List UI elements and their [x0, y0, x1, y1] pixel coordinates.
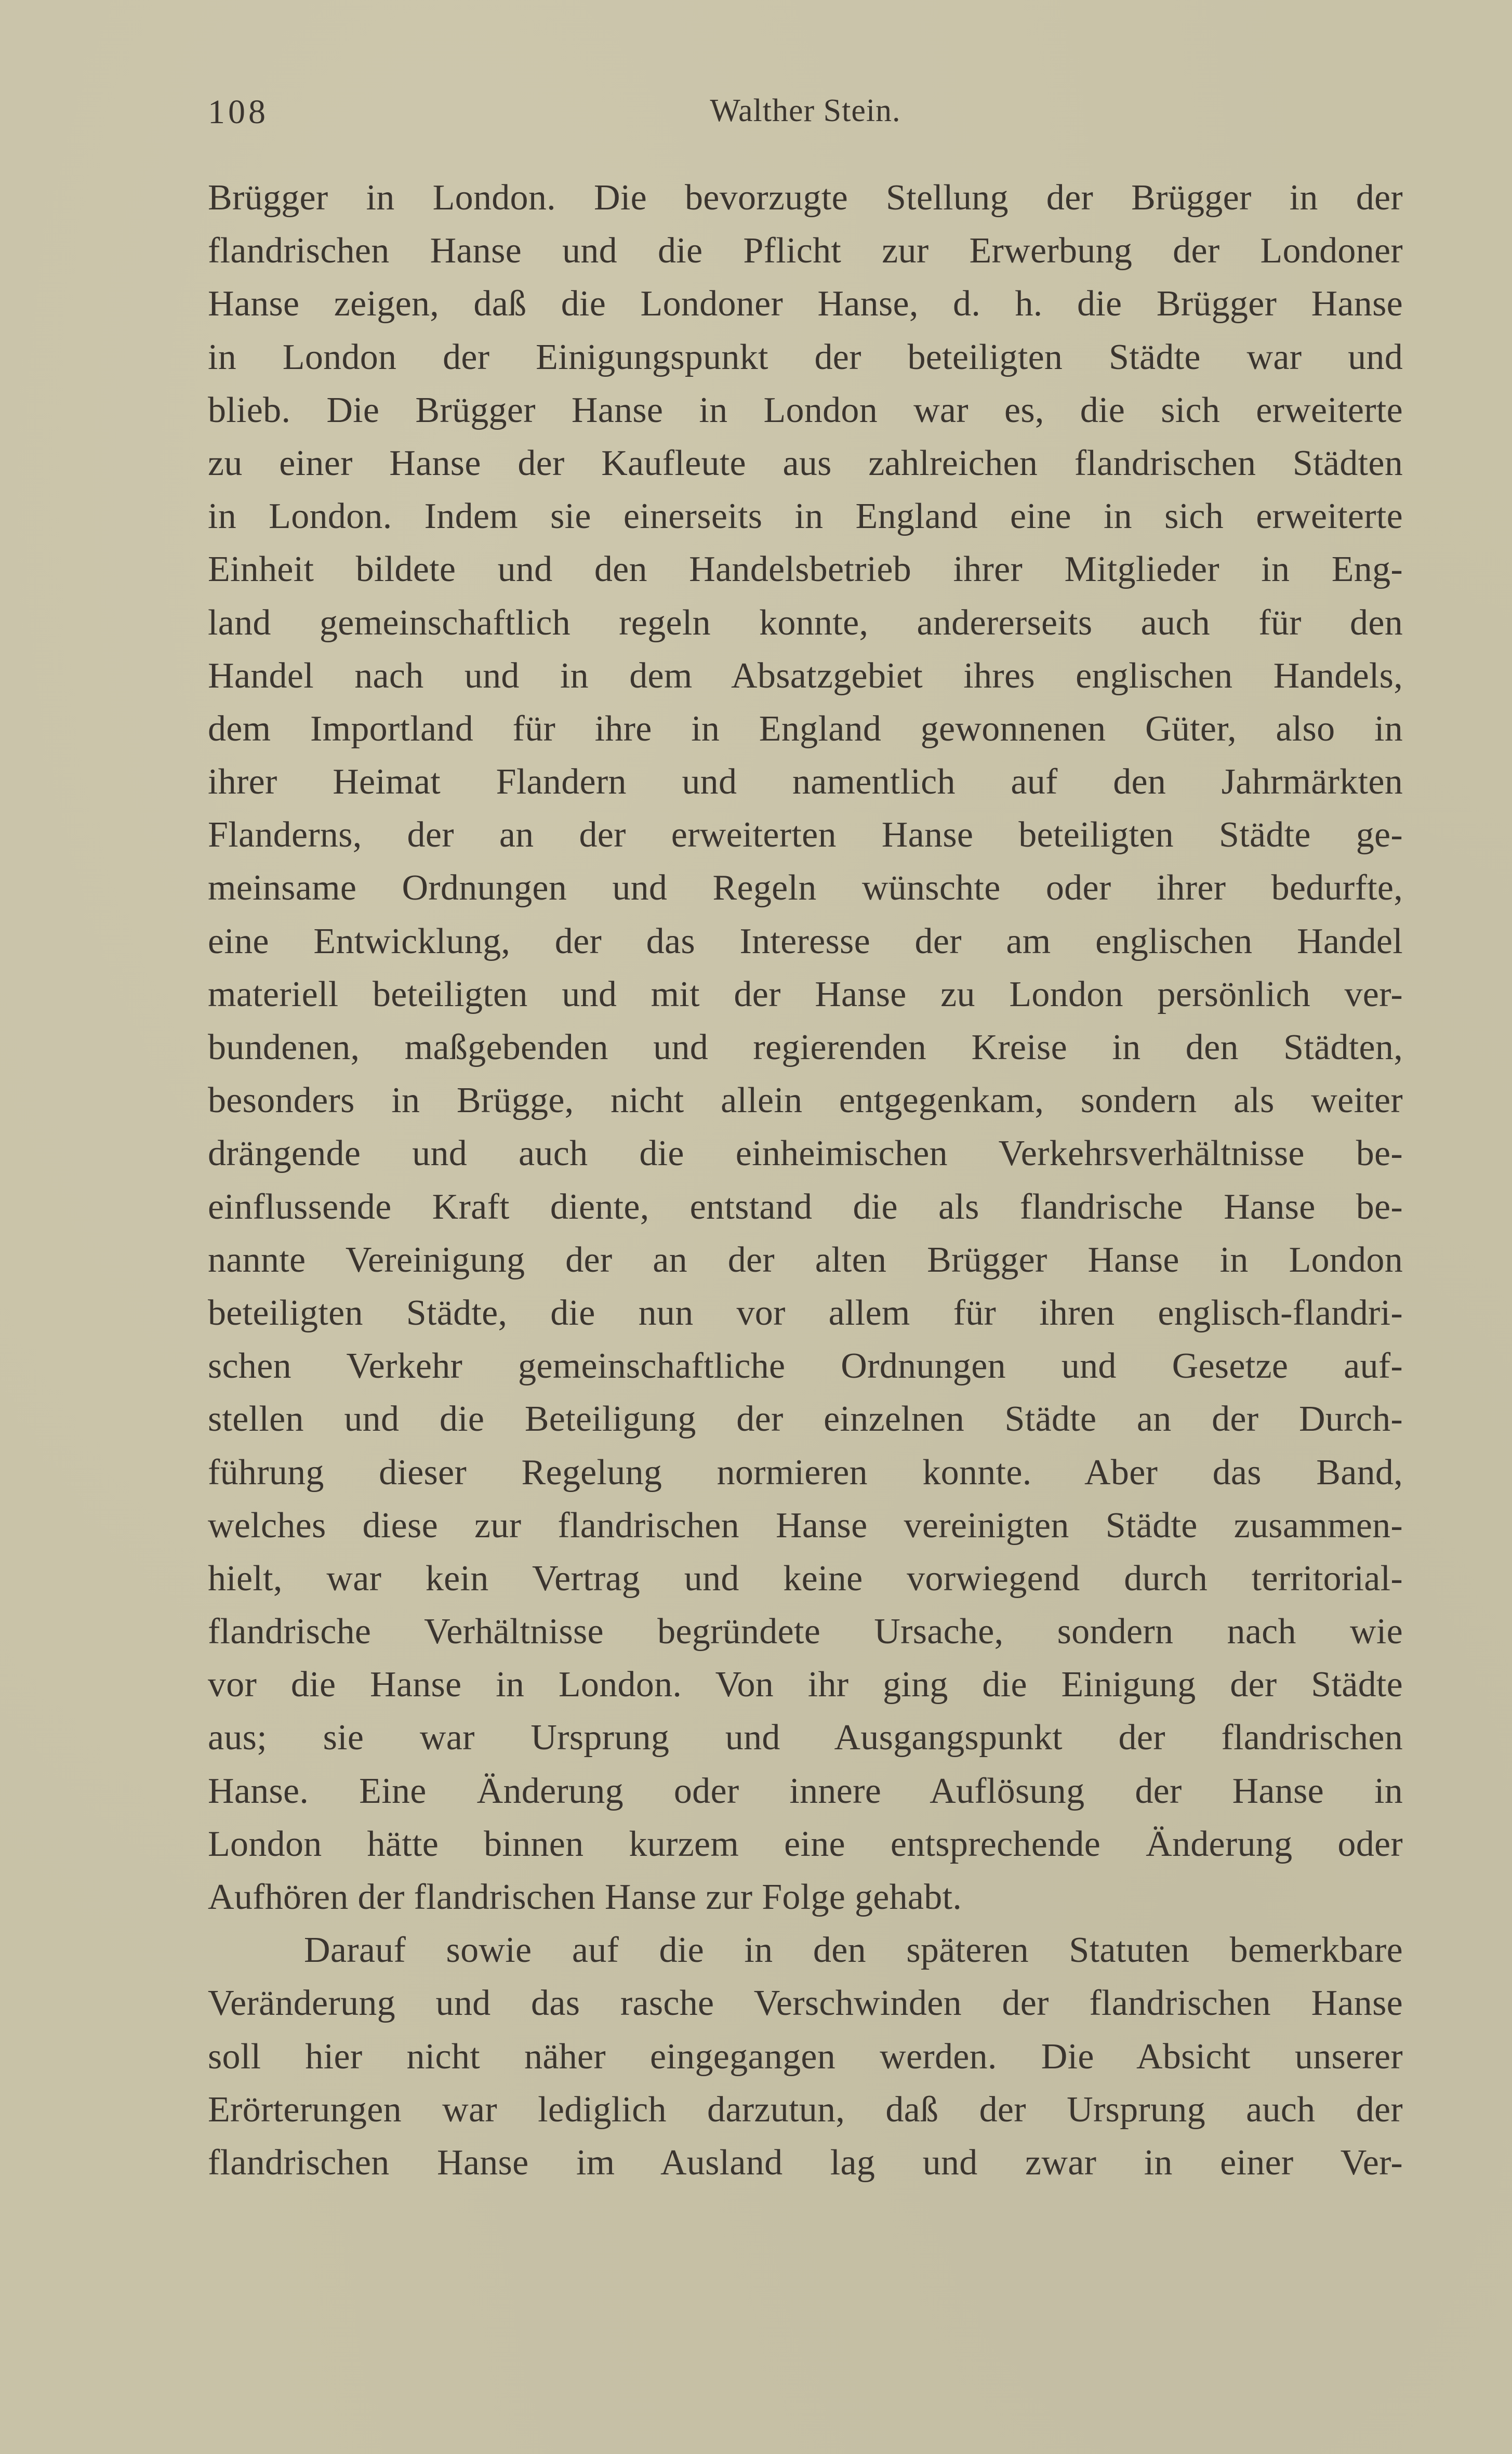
- text-line: bundenen, maßgebenden und regierenden Kreise in den Städten,: [208, 1027, 1403, 1067]
- text-line: führung dieser Regelung normieren konnte. Aber das Band,: [208, 1452, 1403, 1493]
- text-line: Veränderung und das rasche Verschwinden der flandrischen Hanse: [208, 1983, 1403, 2024]
- text-line: soll hier nicht näher eingegangen werden. Die Absicht unserer: [208, 2036, 1403, 2077]
- text-line: flandrischen Hanse und die Pflicht zur Erwerbung der Londoner: [208, 231, 1403, 271]
- text-line: Darauf sowie auf die in den späteren Statuten bemerkbare: [304, 1930, 1403, 1971]
- text-line: flandrischen Hanse im Ausland lag und zwar in einer Ver-: [208, 2142, 1403, 2183]
- text-line: Flanderns, der an der erweiterten Hanse beteiligten Städte ge-: [208, 815, 1403, 855]
- text-line: materiell beteiligten und mit der Hanse zu London persönlich ver-: [208, 974, 1403, 1014]
- text-line: stellen und die Beteiligung der einzelnen Städte an der Durch-: [208, 1399, 1403, 1440]
- text-line: hielt, war kein Vertrag und keine vorwiegend durch territorial-: [208, 1558, 1403, 1599]
- text-line: zu einer Hanse der Kaufleute aus zahlreichen flandrischen Städten: [208, 443, 1403, 483]
- text-line: nannte Vereinigung der an der alten Brügger Hanse in London: [208, 1239, 1403, 1280]
- text-line: welches diese zur flandrischen Hanse vereinigten Städte zusammen-: [208, 1505, 1403, 1546]
- text-line: aus; sie war Ursprung und Ausgangspunkt der flandrischen: [208, 1718, 1403, 1758]
- text-line: in London. Indem sie einerseits in England eine in sich erweiterte: [208, 496, 1403, 537]
- text-line: Hanse zeigen, daß die Londoner Hanse, d. h. die Brügger Hanse: [208, 284, 1403, 324]
- text-line: schen Verkehr gemeinschaftliche Ordnungen und Gesetze auf-: [208, 1346, 1403, 1387]
- text-line: einflussende Kraft diente, entstand die als flandrische Hanse be-: [208, 1186, 1403, 1227]
- text-line: eine Entwicklung, der das Interesse der am englischen Handel: [208, 921, 1403, 961]
- text-line: vor die Hanse in London. Von ihr ging die Einigung der Städte: [208, 1665, 1403, 1705]
- text-line: drängende und auch die einheimischen Verkehrsverhältnisse be-: [208, 1133, 1403, 1174]
- text-line: blieb. Die Brügger Hanse in London war es, die sich erweiterte: [208, 390, 1403, 430]
- text-line: ihrer Heimat Flandern und namentlich auf den Jahrmärkten: [208, 762, 1403, 802]
- text-line: Einheit bildete und den Handelsbetrieb ihrer Mitglieder in Eng-: [208, 549, 1403, 590]
- text-line: land gemeinschaftlich regeln konnte, andererseits auch für den: [208, 602, 1403, 643]
- paragraph-2: [208, 1924, 1403, 2189]
- paragraph-1: [208, 171, 1403, 1924]
- running-title: Walther Stein.: [710, 93, 901, 128]
- text-line: Erörterungen war lediglich darzutun, daß der Ursprung auch der: [208, 2089, 1403, 2130]
- text-line: meinsame Ordnungen und Regeln wünschte oder ihrer bedurfte,: [208, 868, 1403, 908]
- text-line: Handel nach und in dem Absatzgebiet ihres englischen Handels,: [208, 655, 1403, 696]
- text-line: besonders in Brügge, nicht allein entgegenkam, sondern als weiter: [208, 1080, 1403, 1121]
- text-line: Aufhören der flandrischen Hanse zur Folge gehabt.: [208, 1877, 962, 1917]
- body-text: [208, 171, 1403, 2189]
- text-line: beteiligten Städte, die nun vor allem für ihren englisch-flandri-: [208, 1292, 1403, 1333]
- page-number: 108: [208, 93, 269, 131]
- text-line: Hanse. Eine Änderung oder innere Auflösung der Hanse in: [208, 1771, 1403, 1811]
- text-line: London hätte binnen kurzem eine entsprechende Änderung oder: [208, 1824, 1403, 1864]
- text-line: dem Importland für ihre in England gewonnenen Güter, also in: [208, 708, 1403, 749]
- text-line: in London der Einigungspunkt der beteiligten Städte war und: [208, 337, 1403, 377]
- text-line: flandrische Verhältnisse begründete Ursache, sondern nach wie: [208, 1612, 1403, 1652]
- running-head: [208, 93, 1403, 134]
- text-line: Brügger in London. Die bevorzugte Stellung der Brügger in der: [208, 178, 1403, 218]
